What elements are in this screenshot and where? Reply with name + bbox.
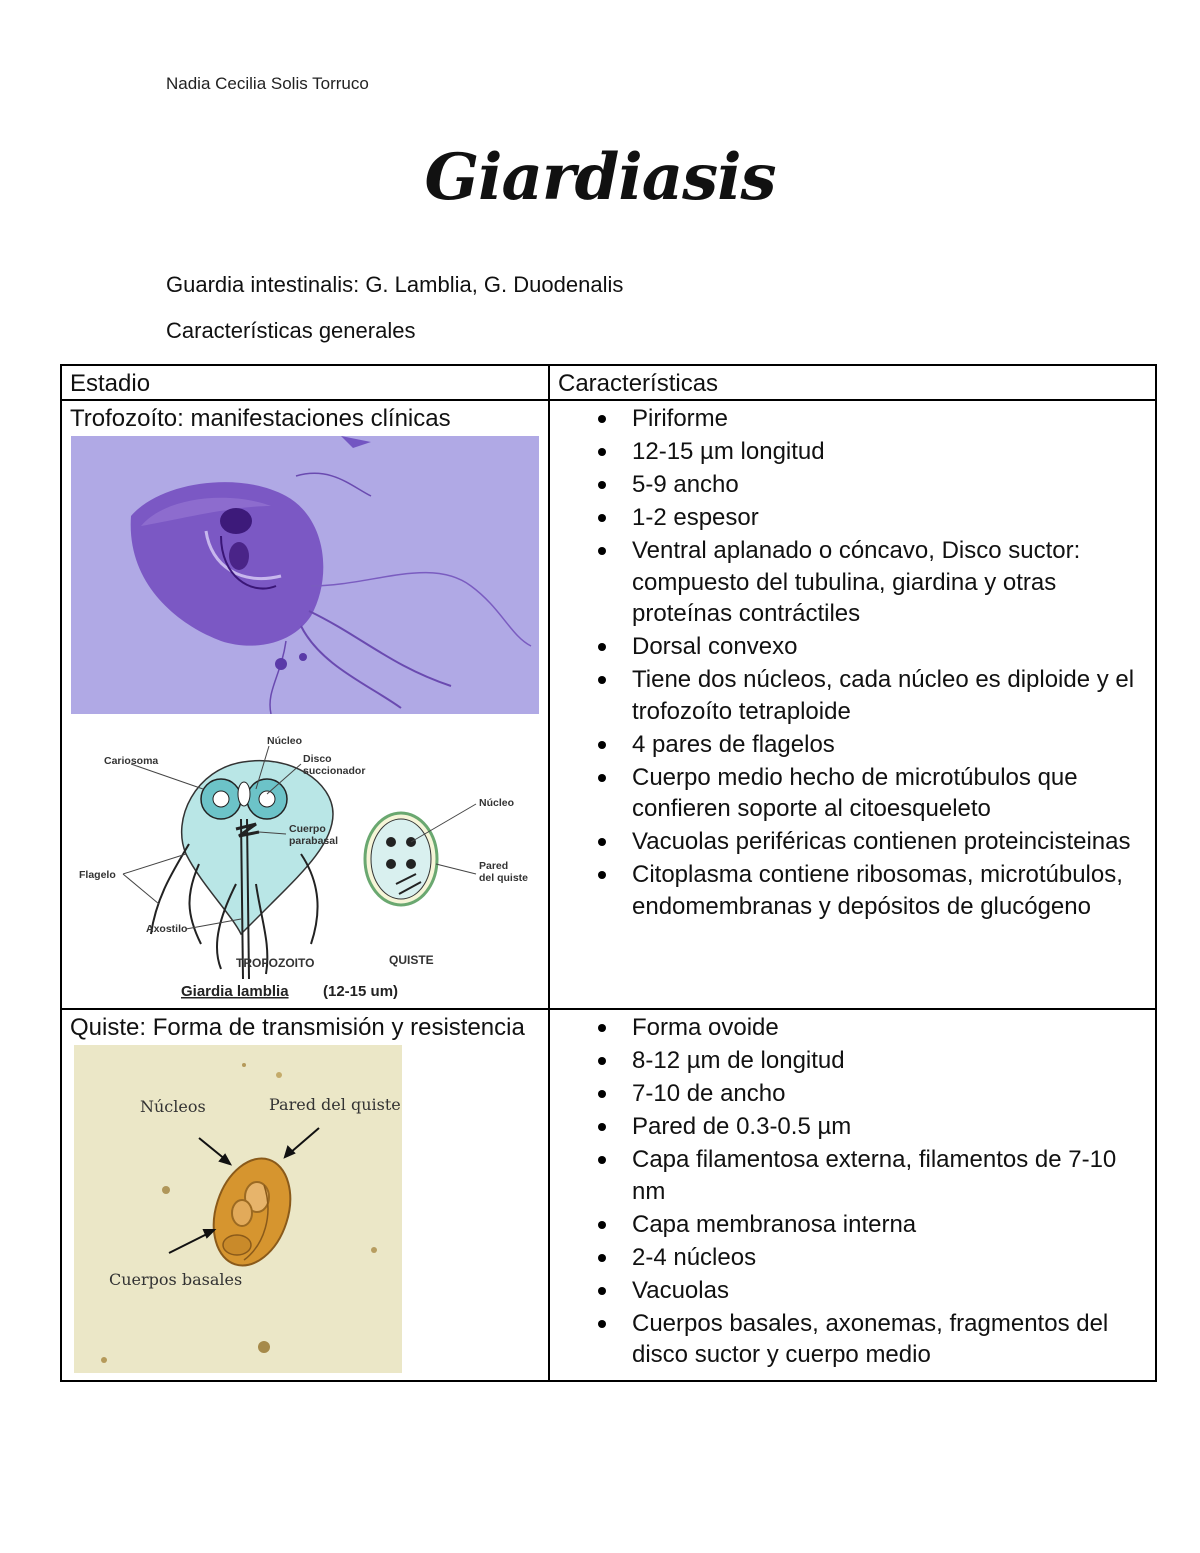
header-stage: Estadio — [61, 365, 549, 400]
list-item: Vacuolas periféricas contienen proteincisteinas — [632, 826, 1145, 858]
list-item: Pared de 0.3-0.5 µm — [632, 1111, 1145, 1143]
stage-label-trophozoite: Trofozoíto: manifestaciones clínicas — [70, 405, 451, 432]
list-item: Dorsal convexo — [632, 631, 1145, 663]
stages-table — [60, 364, 1157, 1382]
list-item: 7-10 de ancho — [632, 1078, 1145, 1110]
label-quiste: QUISTE — [389, 953, 434, 967]
table-header-row — [61, 365, 1156, 400]
list-item: Forma ovoide — [632, 1012, 1145, 1044]
label-cuerpos-basales: Cuerpos basales — [109, 1270, 243, 1289]
list-item: Cuerpos basales, axonemas, fragmentos del disco suctor y cuerpo medio — [632, 1308, 1145, 1371]
list-item: Citoplasma contiene ribosomas, microtúbulos, endomembranas y depósitos de glucógeno — [632, 859, 1145, 922]
label-cuerpo: Cuerpo — [289, 823, 326, 835]
list-item: 12-15 µm longitud — [632, 436, 1145, 468]
stage-cell-cyst — [61, 1009, 549, 1381]
trophozoite-cyst-diagram — [71, 734, 541, 1004]
label-trofozoito: TROFOZOITO — [236, 956, 315, 970]
list-item: 8-12 µm de longitud — [632, 1045, 1145, 1077]
cyst-micrograph — [74, 1045, 402, 1373]
table-row-trophozoite — [61, 400, 1156, 1009]
label-parabasal: parabasal — [289, 835, 339, 847]
label-nucleo-cyst: Núcleo — [479, 797, 515, 809]
species-subtitle: Guardia intestinalis: G. Lamblia, G. Duodenalis — [166, 272, 624, 297]
label-del-quiste: del quiste — [479, 872, 529, 884]
label-cariosoma: Cariosoma — [104, 755, 159, 767]
list-item: 4 pares de flagelos — [632, 729, 1145, 761]
features-list-cyst — [550, 1010, 1155, 1380]
features-list-trophozoite — [550, 401, 1155, 932]
label-axostilo: Axostilo — [146, 923, 188, 935]
list-item: Piriforme — [632, 403, 1145, 435]
caption-size: (12-15 um) — [323, 983, 399, 1000]
stage-label-cyst: Quiste: Forma de transmisión y resistencia — [70, 1014, 525, 1041]
list-item: 1-2 espesor — [632, 502, 1145, 534]
trophozoite-micrograph — [71, 436, 539, 714]
list-item: Vacuolas — [632, 1275, 1145, 1307]
features-cell-trophozoite — [549, 400, 1156, 1009]
section-subtitle: Características generales — [166, 318, 416, 343]
list-item: Capa membranosa interna — [632, 1209, 1145, 1241]
page-title: Giardiasis — [424, 140, 776, 215]
list-item: 5-9 ancho — [632, 469, 1145, 501]
caption-species: Giardia lamblia — [181, 983, 289, 1000]
list-item: Tiene dos núcleos, cada núcleo es diploide y el trofozoíto tetraploide — [632, 664, 1145, 727]
list-item: 2-4 núcleos — [632, 1242, 1145, 1274]
table-row-cyst — [61, 1009, 1156, 1381]
list-item: Ventral aplanado o cóncavo, Disco suctor: compuesto del tubulina, giardina y otras proteínas contráctiles — [632, 535, 1145, 630]
label-disco: Disco — [303, 753, 332, 765]
features-cell-cyst — [549, 1009, 1156, 1381]
label-nucleos: Núcleos — [140, 1097, 206, 1116]
author-name: Nadia Cecilia Solis Torruco — [166, 74, 369, 93]
label-nucleo: Núcleo — [267, 735, 303, 747]
header-features: Características — [549, 365, 1156, 400]
label-flagelo: Flagelo — [79, 869, 116, 881]
label-succionador: succionador — [303, 765, 366, 777]
label-pared: Pared — [479, 860, 509, 872]
label-pared-quiste: Pared del quiste — [269, 1095, 401, 1114]
list-item: Capa filamentosa externa, filamentos de 7-10 nm — [632, 1144, 1145, 1207]
list-item: Cuerpo medio hecho de microtúbulos que confieren soporte al citoesqueleto — [632, 762, 1145, 825]
stage-cell-trophozoite — [61, 400, 549, 1009]
